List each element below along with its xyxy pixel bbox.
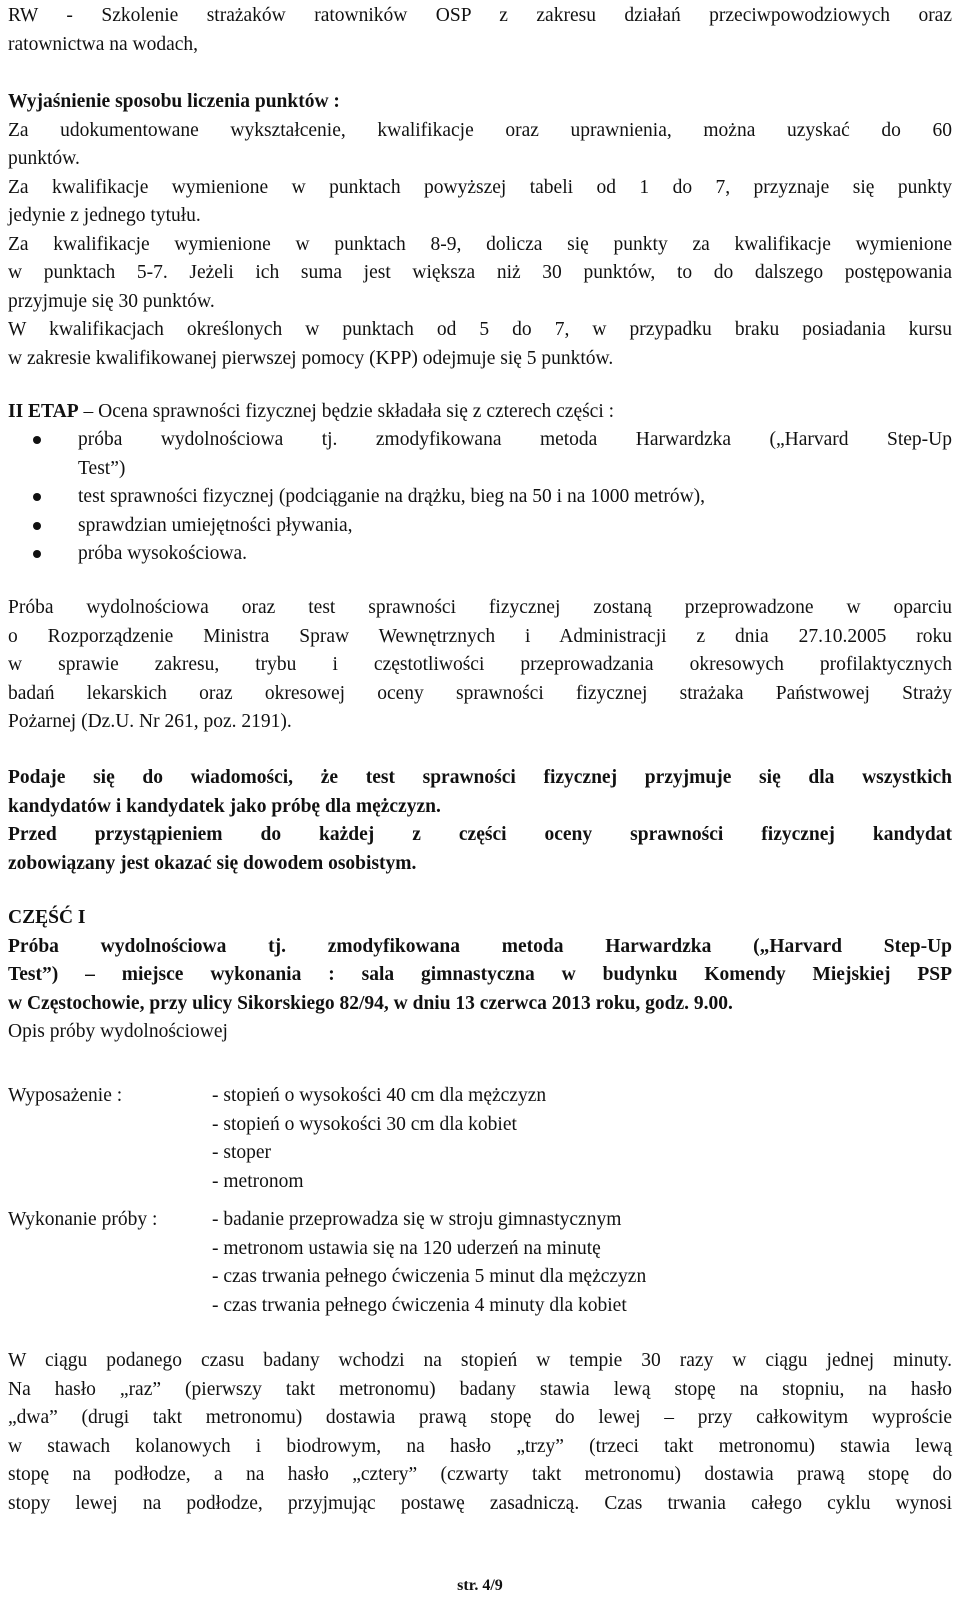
list-item: - metronom ustawia się na 120 uderzeń na minutę [212, 1237, 601, 1259]
paragraph-line: Za kwalifikacje wymienione w punktach 8-9, dolicza się punkty za kwalifikacje wymienione [8, 233, 952, 255]
paragraph-line: „dwa” (drugi takt metronomu) dostawia prawą stopę do lewej – przy całkowitym wyproście [8, 1407, 952, 1428]
paragraph-line: Za udokumentowane wykształcenie, kwalifikacje oraz uprawnienia, można uzyskać do 60 [8, 119, 952, 141]
notice-paragraph [8, 764, 952, 878]
paragraph-line: W ciągu podanego czasu badany wchodzi na stopień w tempie 30 razy w ciągu jednej minuty. [8, 1350, 952, 1371]
regulation-paragraph [8, 594, 952, 737]
paragraph-line: Przed przystąpieniem do każdej z części oceny sprawności fizycznej kandydat [8, 824, 952, 845]
bullet-icon [33, 493, 41, 501]
list-item [28, 512, 952, 541]
paragraph-line: Próba wydolnościowa oraz test sprawności fizycznej zostaną przeprowadzone w oparciu [8, 597, 952, 618]
list-item [28, 483, 952, 512]
paragraph-line: w Częstochowie, przy ulicy Sikorskiego 82/94, w dniu 13 czerwca 2013 roku, godz. 9.00. [8, 992, 733, 1014]
paragraph-line: Za kwalifikacje wymienione w punktach powyższej tabeli od 1 do 7, przyznaje się punkty [8, 176, 952, 198]
header-line: ratownictwa na wodach, [8, 33, 199, 55]
bullet-icon [33, 550, 41, 558]
paragraph-line: stopę na podłodze, a na hasło „cztery” (czwarty takt metronomu) dostawia prawą stopę do [8, 1464, 952, 1485]
list-item: - czas trwania pełnego ćwiczenia 5 minut dla mężczyzn [212, 1266, 647, 1287]
equipment-label: Wyposażenie : [8, 1085, 123, 1106]
procedure-paragraph [8, 1347, 952, 1518]
execution-list [212, 1206, 952, 1320]
list-item: - stopień o wysokości 40 cm dla mężczyzn [212, 1085, 547, 1106]
etap2-label: II ETAP [8, 401, 79, 422]
paragraph-line: W kwalifikacjach określonych w punktach od 5 do 7, w przypadku braku posiadania kursu [8, 319, 952, 340]
paragraph-line: w stawach kolanowych i biodrowym, na hasło „trzy” (trzeci takt metronomu) stawia lewą [8, 1435, 952, 1457]
execution-label: Wykonanie próby : [8, 1209, 158, 1230]
list-item-line: test sprawności fizycznej (podciąganie na drążku, bieg na 50 i na 1000 metrów), [78, 486, 706, 507]
paragraph-line: w sprawie zakresu, trybu i częstotliwości przeprowadzania okresowych profilaktycznych [8, 654, 952, 675]
list-item-line: próba wysokościowa. [78, 543, 247, 564]
list-item [28, 426, 952, 483]
equipment-list [212, 1082, 952, 1196]
execution-block [8, 1206, 952, 1320]
paragraph-line: Na hasło „raz” (pierwszy takt metronomu) badany stawia lewą stopę na stopniu, na hasło [8, 1378, 952, 1400]
etap2-text: – Ocena sprawności fizycznej będzie składała się z czterech części : [78, 401, 615, 422]
list-item: - stoper [212, 1142, 272, 1163]
paragraph-line: badań lekarskich oraz okresowej oceny sprawności fizycznej strażaka Państwowej Straży [8, 682, 952, 704]
list-item-line: próba wydolnościowa tj. zmodyfikowana metoda Harwardzka („Harvard Step-Up [78, 429, 952, 450]
paragraph-line: Test”) – miejsce wykonania : sala gimnastyczna w budynku Komendy Miejskiej PSP [8, 964, 952, 985]
scoring-section [8, 88, 952, 373]
bullet-icon [33, 436, 41, 444]
paragraph-line: przyjmuje się 30 punktów. [8, 290, 215, 312]
paragraph-line: kandydatów i kandydatek jako próbę dla mężczyzn. [8, 795, 441, 817]
paragraph-line: o Rozporządzenie Ministra Spraw Wewnętrznych i Administracji z dnia 27.10.2005 roku [8, 625, 952, 647]
part1-heading: CZĘŚĆ I [8, 907, 86, 928]
etap2-bullet-list [28, 426, 952, 569]
list-item [28, 540, 952, 569]
header-line: RW - Szkolenie strażaków ratowników OSP z zakresu działań przeciwpowodziowych oraz [8, 5, 952, 26]
equipment-block [8, 1082, 952, 1196]
list-item: - stopień o wysokości 30 cm dla kobiet [212, 1113, 517, 1135]
paragraph-line: w zakresie kwalifikowanej pierwszej pomocy (KPP) odejmuje się 5 punktów. [8, 347, 614, 369]
list-item-line: sprawdzian umiejętności pływania, [78, 514, 353, 536]
bullet-icon [33, 522, 41, 530]
etap2-heading [8, 398, 952, 427]
list-item: - czas trwania pełnego ćwiczenia 4 minuty dla kobiet [212, 1294, 627, 1316]
test-description-heading: Opis próby wydolnościowej [8, 1021, 228, 1042]
paragraph-line: jedynie z jednego tytułu. [8, 205, 201, 226]
list-item: - badanie przeprowadza się w stroju gimnastycznym [212, 1209, 622, 1230]
page-number: str. 4/9 [457, 1577, 503, 1594]
paragraph-line: w punktach 5-7. Jeżeli ich suma jest większa niż 30 punktów, to do dalszego postępowania [8, 262, 952, 283]
paragraph-line: Podaje się do wiadomości, że test sprawności fizycznej przyjmuje się dla wszystkich [8, 767, 952, 788]
paragraph-line: Próba wydolnościowa tj. zmodyfikowana metoda Harwardzka („Harvard Step-Up [8, 935, 952, 957]
list-item-line: Test”) [78, 457, 126, 479]
part1-section [8, 904, 952, 1047]
paragraph-line: zobowiązany jest okazać się dowodem osobistym. [8, 852, 417, 874]
paragraph-line: punktów. [8, 148, 80, 169]
list-item: - metronom [212, 1170, 304, 1192]
paragraph-line: stopy lewej na podłodze, przyjmując postawę zasadniczą. Czas trwania całego cyklu wynosi [8, 1492, 952, 1514]
document-header [8, 2, 952, 59]
paragraph-line: Pożarnej (Dz.U. Nr 261, poz. 2191). [8, 711, 292, 732]
scoring-heading: Wyjaśnienie sposobu liczenia punktów : [8, 91, 340, 112]
